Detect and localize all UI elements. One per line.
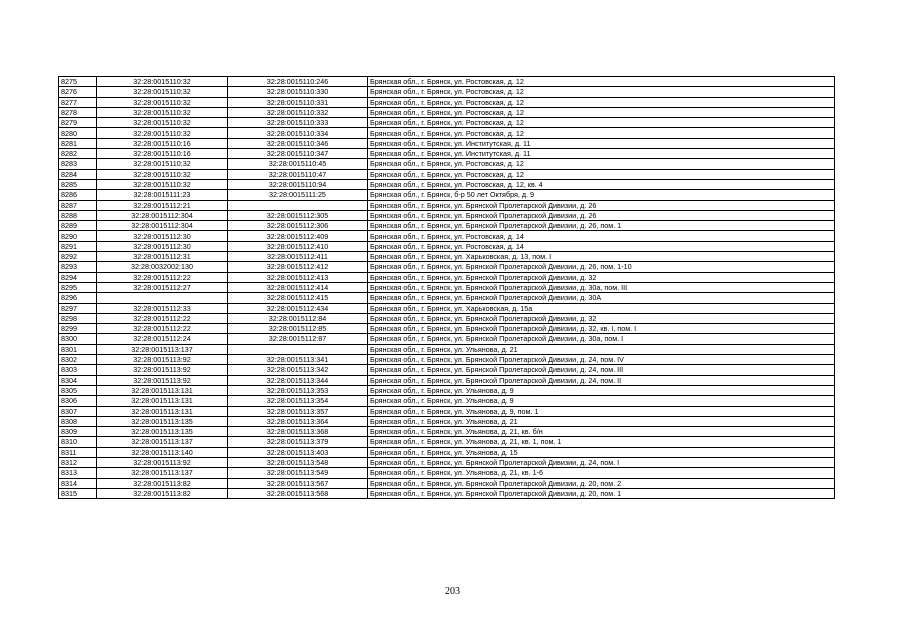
object-number-cell: 32:28:0015112:306 <box>228 221 368 231</box>
row-number-cell: 8304 <box>59 375 97 385</box>
object-number-cell: 32:28:0015113:344 <box>228 375 368 385</box>
row-number-cell: 8311 <box>59 447 97 457</box>
parcel-number-cell: 32:28:0015113:137 <box>97 344 228 354</box>
table-row <box>59 406 835 416</box>
table-row <box>59 303 835 313</box>
row-number-cell: 8287 <box>59 200 97 210</box>
object-number-cell <box>228 200 368 210</box>
address-cell: Брянская обл., г. Брянск, ул. Институтская, д. 11 <box>368 149 835 159</box>
table-row <box>59 344 835 354</box>
address-cell: Брянская обл., г. Брянск, ул. Ульянова, д. 21, кв. б/н <box>368 427 835 437</box>
address-cell: Брянская обл., г. Брянск, ул. Брянской Пролетарской Дивизии, д. 20, пом. 2 <box>368 478 835 488</box>
parcel-number-cell: 32:28:0015113:137 <box>97 468 228 478</box>
parcel-number-cell: 32:28:0015113:131 <box>97 385 228 395</box>
object-number-cell: 32:28:0015112:85 <box>228 324 368 334</box>
row-number-cell: 8295 <box>59 282 97 292</box>
object-number-cell: 32:28:0015111:25 <box>228 190 368 200</box>
object-number-cell: 32:28:0015113:567 <box>228 478 368 488</box>
parcel-number-cell: 32:28:0015112:24 <box>97 334 228 344</box>
row-number-cell: 8310 <box>59 437 97 447</box>
row-number-cell: 8283 <box>59 159 97 169</box>
address-cell: Брянская обл., г. Брянск, ул. Брянской Пролетарской Дивизии, д. 24, пом. II <box>368 375 835 385</box>
row-number-cell: 8294 <box>59 272 97 282</box>
row-number-cell: 8296 <box>59 293 97 303</box>
table-row <box>59 282 835 292</box>
row-number-cell: 8286 <box>59 190 97 200</box>
table-row <box>59 241 835 251</box>
table-row <box>59 396 835 406</box>
table-row <box>59 313 835 323</box>
row-number-cell: 8285 <box>59 179 97 189</box>
object-number-cell: 32:28:0015110:47 <box>228 169 368 179</box>
object-number-cell: 32:28:0015113:341 <box>228 355 368 365</box>
parcel-number-cell: 32:28:0015112:304 <box>97 221 228 231</box>
address-cell: Брянская обл., г. Брянск, ул. Ростовская, д. 12 <box>368 169 835 179</box>
table-row <box>59 293 835 303</box>
object-number-cell: 32:28:0015113:354 <box>228 396 368 406</box>
address-cell: Брянская обл., г. Брянск, ул. Ростовская, д. 12 <box>368 159 835 169</box>
address-cell: Брянская обл., г. Брянск, ул. Брянской Пролетарской Дивизии, д. 30а, пом. I <box>368 334 835 344</box>
row-number-cell: 8302 <box>59 355 97 365</box>
row-number-cell: 8312 <box>59 457 97 467</box>
parcel-number-cell: 32:28:0015110:32 <box>97 128 228 138</box>
table-body <box>59 77 835 499</box>
table-row <box>59 128 835 138</box>
address-cell: Брянская обл., г. Брянск, ул. Ульянова, д. 21 <box>368 416 835 426</box>
row-number-cell: 8301 <box>59 344 97 354</box>
address-cell: Брянская обл., г. Брянск, ул. Брянской Пролетарской Дивизии, д. 24, пом. IV <box>368 355 835 365</box>
object-number-cell: 32:28:0015110:333 <box>228 118 368 128</box>
row-number-cell: 8290 <box>59 231 97 241</box>
table-row <box>59 200 835 210</box>
row-number-cell: 8279 <box>59 118 97 128</box>
object-number-cell: 32:28:0015113:357 <box>228 406 368 416</box>
table-row <box>59 365 835 375</box>
object-number-cell: 32:28:0015110:45 <box>228 159 368 169</box>
table-row <box>59 272 835 282</box>
row-number-cell: 8313 <box>59 468 97 478</box>
object-number-cell: 32:28:0015112:415 <box>228 293 368 303</box>
row-number-cell: 8309 <box>59 427 97 437</box>
parcel-number-cell: 32:28:0015110:32 <box>97 107 228 117</box>
address-cell: Брянская обл., г. Брянск, ул. Харьковская, д. 15а <box>368 303 835 313</box>
parcel-number-cell: 32:28:0015113:135 <box>97 416 228 426</box>
object-number-cell: 32:28:0015112:87 <box>228 334 368 344</box>
address-cell: Брянская обл., г. Брянск, ул. Ульянова, д. 9, пом. 1 <box>368 406 835 416</box>
address-cell: Брянская обл., г. Брянск, ул. Брянской Пролетарской Дивизии, д. 26, пом. 1-10 <box>368 262 835 272</box>
row-number-cell: 8288 <box>59 210 97 220</box>
parcel-number-cell: 32:28:0015112:21 <box>97 200 228 210</box>
table-row <box>59 179 835 189</box>
parcel-number-cell <box>97 293 228 303</box>
object-number-cell: 32:28:0015112:305 <box>228 210 368 220</box>
address-cell: Брянская обл., г. Брянск, ул. Ростовская, д. 12, кв. 4 <box>368 179 835 189</box>
object-number-cell: 32:28:0015112:414 <box>228 282 368 292</box>
object-number-cell <box>228 344 368 354</box>
object-number-cell: 32:28:0015113:364 <box>228 416 368 426</box>
address-cell: Брянская обл., г. Брянск, ул. Ульянова, д. 15 <box>368 447 835 457</box>
row-number-cell: 8281 <box>59 138 97 148</box>
row-number-cell: 8277 <box>59 97 97 107</box>
address-cell: Брянская обл., г. Брянск, ул. Ростовская, д. 12 <box>368 87 835 97</box>
parcel-number-cell: 32:28:0015110:32 <box>97 77 228 87</box>
parcel-number-cell: 32:28:0015112:33 <box>97 303 228 313</box>
address-cell: Брянская обл., г. Брянск, ул. Ульянова, д. 9 <box>368 396 835 406</box>
parcel-number-cell: 32:28:0015112:31 <box>97 252 228 262</box>
table-row <box>59 488 835 498</box>
parcel-number-cell: 32:28:0015112:27 <box>97 282 228 292</box>
parcel-number-cell: 32:28:0015113:135 <box>97 427 228 437</box>
address-cell: Брянская обл., г. Брянск, ул. Ростовская, д. 14 <box>368 241 835 251</box>
address-cell: Брянская обл., г. Брянск, ул. Брянской Пролетарской Дивизии, д. 26 <box>368 210 835 220</box>
parcel-number-cell: 32:28:0015112:30 <box>97 241 228 251</box>
row-number-cell: 8292 <box>59 252 97 262</box>
row-number-cell: 8307 <box>59 406 97 416</box>
row-number-cell: 8289 <box>59 221 97 231</box>
parcel-number-cell: 32:28:0015112:22 <box>97 313 228 323</box>
table-row <box>59 210 835 220</box>
property-register-table <box>58 76 835 499</box>
table-row <box>59 190 835 200</box>
parcel-number-cell: 32:28:0015110:32 <box>97 97 228 107</box>
table-row <box>59 457 835 467</box>
parcel-number-cell: 32:28:0015113:92 <box>97 457 228 467</box>
page-number: 203 <box>445 586 460 597</box>
parcel-number-cell: 32:28:0015111:23 <box>97 190 228 200</box>
table-row <box>59 159 835 169</box>
address-cell: Брянская обл., г. Брянск, ул. Ульянова, д. 9 <box>368 385 835 395</box>
object-number-cell: 32:28:0015110:332 <box>228 107 368 117</box>
address-cell: Брянская обл., г. Брянск, ул. Брянской Пролетарской Дивизии, д. 24, пом. I <box>368 457 835 467</box>
parcel-number-cell: 32:28:0015113:131 <box>97 406 228 416</box>
address-cell: Брянская обл., г. Брянск, ул. Харьковская, д. 13, пом. I <box>368 252 835 262</box>
parcel-number-cell: 32:28:0032002:130 <box>97 262 228 272</box>
address-cell: Брянская обл., г. Брянск, ул. Ростовская, д. 12 <box>368 118 835 128</box>
table-row <box>59 149 835 159</box>
address-cell: Брянская обл., г. Брянск, ул. Ростовская, д. 12 <box>368 128 835 138</box>
object-number-cell: 32:28:0015112:434 <box>228 303 368 313</box>
table-row <box>59 355 835 365</box>
address-cell: Брянская обл., г. Брянск, ул. Ростовская, д. 12 <box>368 77 835 87</box>
row-number-cell: 8298 <box>59 313 97 323</box>
address-cell: Брянская обл., г. Брянск, ул. Ростовская, д. 12 <box>368 97 835 107</box>
row-number-cell: 8305 <box>59 385 97 395</box>
parcel-number-cell: 32:28:0015110:32 <box>97 169 228 179</box>
row-number-cell: 8284 <box>59 169 97 179</box>
address-cell: Брянская обл., г. Брянск, ул. Ульянова, д. 21, кв. 1-6 <box>368 468 835 478</box>
row-number-cell: 8300 <box>59 334 97 344</box>
object-number-cell: 32:28:0015113:568 <box>228 488 368 498</box>
object-number-cell: 32:28:0015112:412 <box>228 262 368 272</box>
address-cell: Брянская обл., г. Брянск, ул. Брянской Пролетарской Дивизии, д. 26 <box>368 200 835 210</box>
parcel-number-cell: 32:28:0015110:16 <box>97 138 228 148</box>
object-number-cell: 32:28:0015113:368 <box>228 427 368 437</box>
object-number-cell: 32:28:0015113:403 <box>228 447 368 457</box>
parcel-number-cell: 32:28:0015112:304 <box>97 210 228 220</box>
table-row <box>59 252 835 262</box>
table-row <box>59 324 835 334</box>
parcel-number-cell: 32:28:0015112:22 <box>97 324 228 334</box>
parcel-number-cell: 32:28:0015113:92 <box>97 375 228 385</box>
address-cell: Брянская обл., г. Брянск, б-р 50 лет Октября, д. 9 <box>368 190 835 200</box>
row-number-cell: 8282 <box>59 149 97 159</box>
object-number-cell: 32:28:0015113:549 <box>228 468 368 478</box>
parcel-number-cell: 32:28:0015112:30 <box>97 231 228 241</box>
object-number-cell: 32:28:0015113:342 <box>228 365 368 375</box>
table-row <box>59 385 835 395</box>
object-number-cell: 32:28:0015110:346 <box>228 138 368 148</box>
parcel-number-cell: 32:28:0015113:92 <box>97 365 228 375</box>
object-number-cell: 32:28:0015112:413 <box>228 272 368 282</box>
table-row <box>59 427 835 437</box>
parcel-number-cell: 32:28:0015110:32 <box>97 87 228 97</box>
table-row <box>59 262 835 272</box>
table-row <box>59 169 835 179</box>
address-cell: Брянская обл., г. Брянск, ул. Ульянова, д. 21 <box>368 344 835 354</box>
object-number-cell: 32:28:0015113:353 <box>228 385 368 395</box>
table-row <box>59 97 835 107</box>
row-number-cell: 8308 <box>59 416 97 426</box>
object-number-cell: 32:28:0015112:409 <box>228 231 368 241</box>
parcel-number-cell: 32:28:0015113:82 <box>97 488 228 498</box>
parcel-number-cell: 32:28:0015113:140 <box>97 447 228 457</box>
address-cell: Брянская обл., г. Брянск, ул. Брянской Пролетарской Дивизии, д. 32 <box>368 272 835 282</box>
parcel-number-cell: 32:28:0015110:32 <box>97 179 228 189</box>
table-row <box>59 478 835 488</box>
address-cell: Брянская обл., г. Брянск, ул. Ростовская, д. 14 <box>368 231 835 241</box>
table-row <box>59 87 835 97</box>
table-row <box>59 416 835 426</box>
row-number-cell: 8280 <box>59 128 97 138</box>
row-number-cell: 8303 <box>59 365 97 375</box>
row-number-cell: 8314 <box>59 478 97 488</box>
table-row <box>59 77 835 87</box>
parcel-number-cell: 32:28:0015110:32 <box>97 118 228 128</box>
object-number-cell: 32:28:0015110:94 <box>228 179 368 189</box>
parcel-number-cell: 32:28:0015110:32 <box>97 159 228 169</box>
address-cell: Брянская обл., г. Брянск, ул. Брянской Пролетарской Дивизии, д. 30а, пом. III <box>368 282 835 292</box>
table-row <box>59 468 835 478</box>
row-number-cell: 8297 <box>59 303 97 313</box>
address-cell: Брянская обл., г. Брянск, ул. Брянской Пролетарской Дивизии, д. 32, кв. I, пом. I <box>368 324 835 334</box>
row-number-cell: 8278 <box>59 107 97 117</box>
address-cell: Брянская обл., г. Брянск, ул. Брянской Пролетарской Дивизии, д. 26, пом. 1 <box>368 221 835 231</box>
table-row <box>59 231 835 241</box>
address-cell: Брянская обл., г. Брянск, ул. Ульянова, д. 21, кв. 1, пом. 1 <box>368 437 835 447</box>
row-number-cell: 8306 <box>59 396 97 406</box>
row-number-cell: 8291 <box>59 241 97 251</box>
row-number-cell: 8293 <box>59 262 97 272</box>
parcel-number-cell: 32:28:0015113:92 <box>97 355 228 365</box>
object-number-cell: 32:28:0015112:84 <box>228 313 368 323</box>
object-number-cell: 32:28:0015110:334 <box>228 128 368 138</box>
object-number-cell: 32:28:0015110:347 <box>228 149 368 159</box>
object-number-cell: 32:28:0015112:410 <box>228 241 368 251</box>
row-number-cell: 8275 <box>59 77 97 87</box>
address-cell: Брянская обл., г. Брянск, ул. Брянской Пролетарской Дивизии, д. 20, пом. 1 <box>368 488 835 498</box>
table-row <box>59 107 835 117</box>
table-row <box>59 334 835 344</box>
object-number-cell: 32:28:0015113:548 <box>228 457 368 467</box>
table-row <box>59 447 835 457</box>
address-cell: Брянская обл., г. Брянск, ул. Брянской Пролетарской Дивизии, д. 32 <box>368 313 835 323</box>
row-number-cell: 8276 <box>59 87 97 97</box>
table-row <box>59 138 835 148</box>
table-row <box>59 437 835 447</box>
object-number-cell: 32:28:0015110:331 <box>228 97 368 107</box>
table-row <box>59 375 835 385</box>
address-cell: Брянская обл., г. Брянск, ул. Институтская, д. 11 <box>368 138 835 148</box>
parcel-number-cell: 32:28:0015112:22 <box>97 272 228 282</box>
parcel-number-cell: 32:28:0015113:131 <box>97 396 228 406</box>
address-cell: Брянская обл., г. Брянск, ул. Брянской Пролетарской Дивизии, д. 24, пом. III <box>368 365 835 375</box>
table-row <box>59 221 835 231</box>
parcel-number-cell: 32:28:0015110:16 <box>97 149 228 159</box>
table-row <box>59 118 835 128</box>
object-number-cell: 32:28:0015113:379 <box>228 437 368 447</box>
parcel-number-cell: 32:28:0015113:82 <box>97 478 228 488</box>
object-number-cell: 32:28:0015112:411 <box>228 252 368 262</box>
object-number-cell: 32:28:0015110:330 <box>228 87 368 97</box>
row-number-cell: 8315 <box>59 488 97 498</box>
address-cell: Брянская обл., г. Брянск, ул. Брянской Пролетарской Дивизии, д. 30А <box>368 293 835 303</box>
address-cell: Брянская обл., г. Брянск, ул. Ростовская, д. 12 <box>368 107 835 117</box>
row-number-cell: 8299 <box>59 324 97 334</box>
object-number-cell: 32:28:0015110:246 <box>228 77 368 87</box>
parcel-number-cell: 32:28:0015113:137 <box>97 437 228 447</box>
